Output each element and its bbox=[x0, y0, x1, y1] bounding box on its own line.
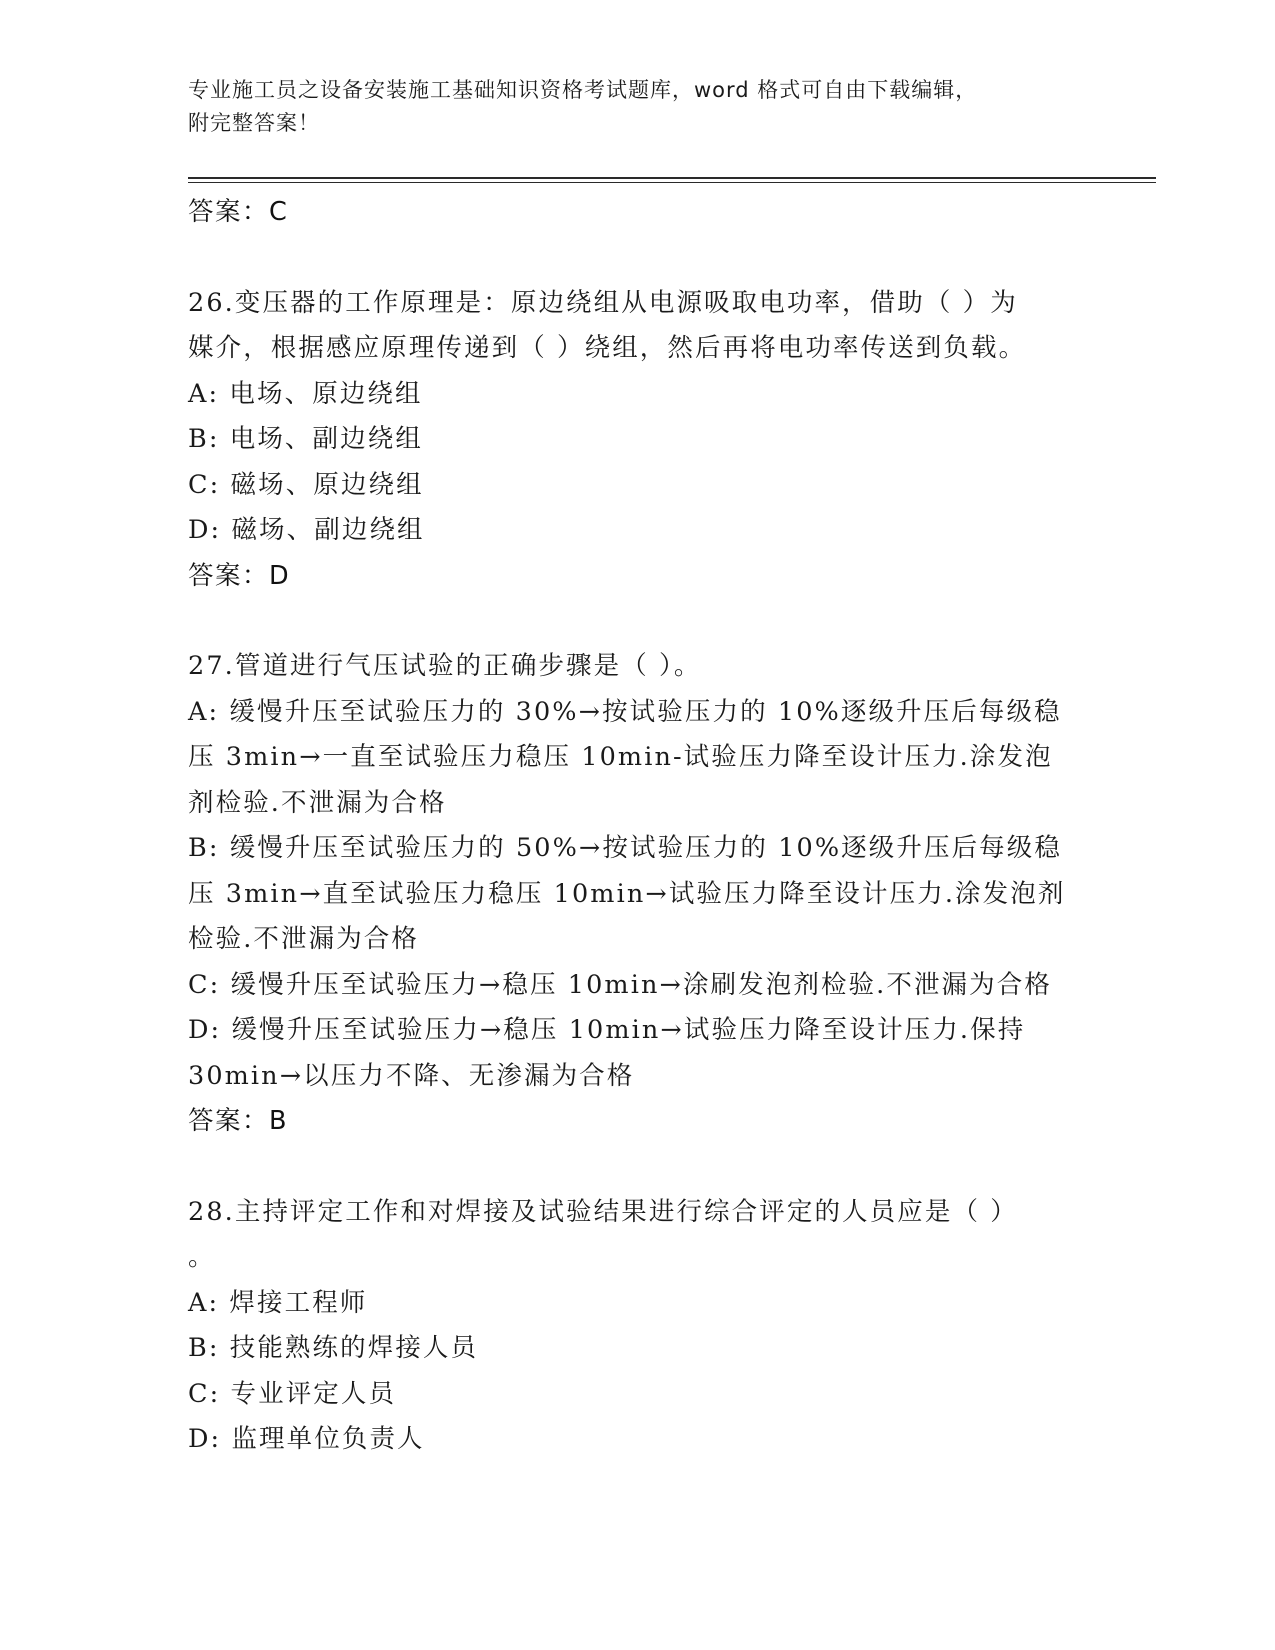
option-c: C: 专业评定人员 bbox=[188, 1378, 397, 1409]
option-a-continued: 压 3min→一直至试验压力稳压 10min-试验压力降至设计压力.涂发泡 bbox=[188, 742, 1053, 772]
option-c: C: 缓慢升压至试验压力→稳压 10min→涂刷发泡剂检验.不泄漏为合格 bbox=[188, 969, 1052, 1000]
option-a: A: 电场、原边绕组 bbox=[188, 378, 423, 409]
spacer bbox=[188, 599, 1088, 644]
option-b: B: 缓慢升压至试验压力的 50%→按试验压力的 10%逐级升压后每级稳 bbox=[188, 833, 1062, 863]
answer-q26: 答案：D bbox=[188, 560, 291, 591]
question-26 bbox=[188, 281, 1088, 600]
option-b: B: 电场、副边绕组 bbox=[188, 424, 423, 454]
header-line-2: 附完整答案！ bbox=[188, 111, 320, 135]
option-c: C: 磁场、原边绕组 bbox=[188, 469, 424, 500]
question-stem-line: 媒介，根据感应原理传递到（ ）绕组，然后再将电功率传送到负载。 bbox=[188, 333, 1027, 363]
question-stem-line: 28.主持评定工作和对焊接及试验结果进行综合评定的人员应是（ ） bbox=[188, 1196, 1018, 1227]
question-list bbox=[188, 190, 1088, 1463]
option-d: D: 磁场、副边绕组 bbox=[188, 515, 425, 545]
page-header bbox=[188, 74, 1068, 140]
option-d: D: 监理单位负责人 bbox=[188, 1424, 425, 1454]
option-a: A: 缓慢升压至试验压力的 30%→按试验压力的 10%逐级升压后每级稳 bbox=[188, 696, 1062, 727]
header-rule-thin bbox=[188, 182, 1156, 183]
header-line-1: 专业施工员之设备安装施工基础知识资格考试题库，word 格式可自由下载编辑， bbox=[188, 78, 978, 102]
spacer bbox=[188, 1145, 1088, 1190]
option-d: D: 缓慢升压至试验压力→稳压 10min→试验压力降至设计压力.保持 bbox=[188, 1015, 1026, 1045]
question-28 bbox=[188, 1190, 1088, 1463]
header-rule-thick bbox=[188, 177, 1156, 179]
question-stem-line: 26.变压器的工作原理是：原边绕组从电源吸取电功率，借助（ ）为 bbox=[188, 287, 1018, 318]
option-b: B: 技能熟练的焊接人员 bbox=[188, 1333, 479, 1363]
option-b-continued: 检验.不泄漏为合格 bbox=[188, 924, 420, 954]
question-stem-line: 。 bbox=[188, 1242, 216, 1272]
question-27 bbox=[188, 644, 1088, 1145]
option-d-continued: 30min→以压力不降、无渗漏为合格 bbox=[188, 1060, 635, 1091]
option-a-continued: 剂检验.不泄漏为合格 bbox=[188, 787, 447, 818]
question-stem-line: 27.管道进行气压试验的正确步骤是（ ）。 bbox=[188, 651, 702, 681]
spacer bbox=[188, 236, 1088, 281]
option-b-continued: 压 3min→直至试验压力稳压 10min→试验压力降至设计压力.涂发泡剂 bbox=[188, 878, 1066, 909]
answer-q25: 答案：C bbox=[188, 197, 289, 227]
answer-q27: 答案：B bbox=[188, 1106, 288, 1136]
option-a: A: 焊接工程师 bbox=[188, 1287, 368, 1318]
